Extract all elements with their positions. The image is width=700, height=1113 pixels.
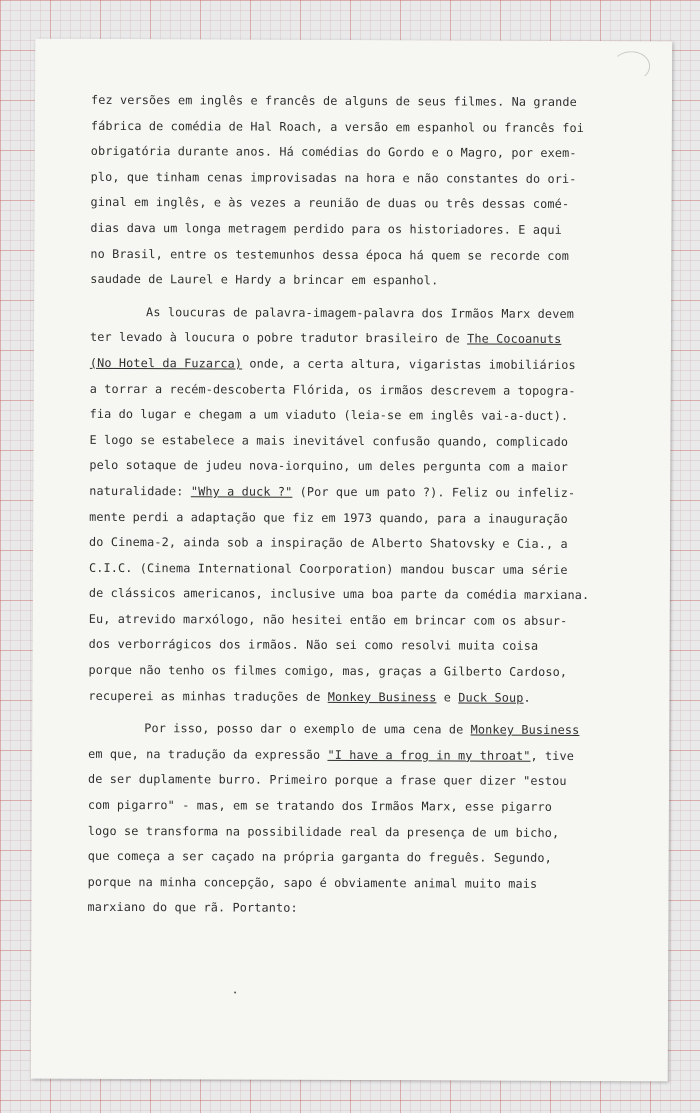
text-line: dos verborrágicos dos irmãos. Não sei como resolvi muita coisa xyxy=(88,637,539,654)
text-line: de ser duplamente burro. Primeiro porque a frase quer dizer "estou xyxy=(88,772,567,789)
text-line: E logo se estabelece a mais inevitável confusão quando, complicado xyxy=(89,432,569,449)
text-line: porque na minha concepção, sapo é obviamente animal muito mais xyxy=(87,874,538,891)
film-title-no-hotel: (No Hotel da Fuzarca) xyxy=(89,355,243,371)
text-run: ter levado à loucura o pobre tradutor brasileiro de xyxy=(89,330,468,346)
text-run: onde, a certa altura, vigaristas imobiliários xyxy=(242,356,576,372)
quote-why-a-duck: "Why a duck ?" xyxy=(190,484,293,499)
text-run: , tive xyxy=(530,748,575,763)
text-line: marxiano do que rã. Portanto: xyxy=(87,900,298,916)
text-line: Eu, atrevido marxólogo, não hesitei então em brincar com os absur- xyxy=(88,611,568,628)
quote-frog-in-throat: "I have a frog in my throat" xyxy=(327,747,531,763)
text-line: fia do lugar e chegam a um viaduto (leia-se em inglês vai-a-duct). xyxy=(89,406,569,424)
text-line: saudade de Laurel e Hardy a brincar em espanhol. xyxy=(90,272,439,288)
film-title-monkey-business: Monkey Business xyxy=(470,722,580,738)
text-line: fábrica de comédia de Hal Roach, a versão em espanhol ou francês foi xyxy=(90,118,585,135)
text-line: do Cinema-2, ainda sob a inspiração de Alberto Shatovsky e Cia., a xyxy=(89,534,568,552)
text-run: naturalidade: xyxy=(89,483,191,499)
ink-dot xyxy=(234,991,236,993)
text-line xyxy=(90,351,650,379)
page-text xyxy=(87,88,651,923)
text-line: pelo sotaque de judeu nova-iorquino, um deles pergunta com a maior xyxy=(89,458,569,475)
text-line: As loucuras de palavra-imagem-palavra dos Irmãos Marx devem xyxy=(146,304,574,321)
text-line: obrigatória durante anos. Há comédias do Gordo e o Magro, por exem- xyxy=(90,144,577,161)
text-line: C.I.C. (Cinema International Coorporation) mandou buscar uma série xyxy=(88,560,568,577)
text-line xyxy=(90,325,650,353)
text-run: (Por que um pato ?). Feliz ou infeliz- xyxy=(292,484,576,500)
text-line: com pigarro" - mas, em se tratando dos Irmãos Marx, esse pigarro xyxy=(87,797,553,814)
text-line xyxy=(88,684,648,712)
text-line: logo se transforma na possibilidade real da presença de um bicho, xyxy=(87,823,560,840)
pencil-mark xyxy=(612,51,650,81)
text-line: fez versões em inglês e francês de alguns de seus filmes. Na grande xyxy=(90,92,577,109)
text-line: plo, que tinham cenas improvisadas na hora e não constantes do ori- xyxy=(90,169,577,186)
film-title-duck-soup: Duck Soup xyxy=(458,690,524,705)
text-line xyxy=(88,716,648,744)
text-line: porque não tenho os filmes comigo, mas, graças a Gilberto Cardoso, xyxy=(88,662,568,680)
text-line: no Brasil, entre os testemunhos dessa época há quem se recorde com xyxy=(90,246,570,263)
typewritten-page xyxy=(31,39,673,1082)
text-run: em que, na tradução da expressão xyxy=(88,746,328,762)
film-title-cocoanuts: The Cocoanuts xyxy=(467,331,562,347)
text-line xyxy=(88,742,648,770)
text-run: e xyxy=(436,690,459,705)
text-line: dias dava um longa metragem perdido para os historiadores. E aqui xyxy=(90,220,562,237)
text-run: Por isso, posso dar o exemplo de uma cena de xyxy=(144,721,471,737)
text-line xyxy=(89,479,649,507)
text-line: de clássicos americanos, inclusive uma boa parte da comédia marxiana. xyxy=(88,586,590,603)
text-run: recuperei as minhas traduções de xyxy=(88,688,328,704)
text-line: que começa a ser caçado na própria garganta do freguês. Segundo, xyxy=(87,849,552,866)
text-run: . xyxy=(523,690,531,705)
film-title-monkey-business: Monkey Business xyxy=(327,689,437,705)
text-line: mente perdi a adaptação que fiz em 1973 quando, para a inauguração xyxy=(89,509,568,526)
text-line: ginal em inglês, e às vezes a reunião de duas ou três dessas comé- xyxy=(90,195,570,212)
text-line: a torrar a recém-descoberta Flórida, os irmãos descrevem a topogra- xyxy=(89,381,576,398)
